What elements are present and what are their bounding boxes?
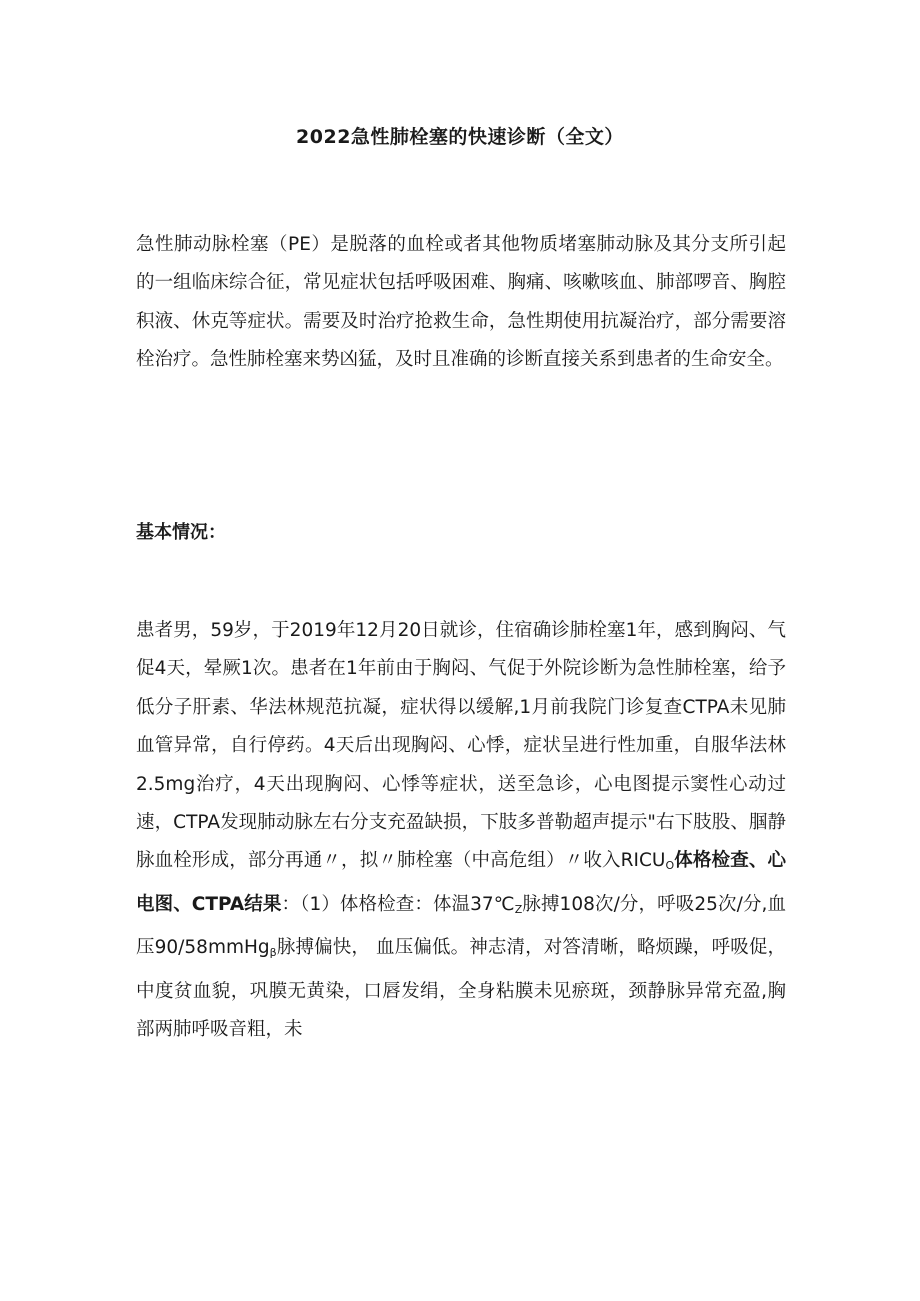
case-text-part4: 脉搏偏快， 血压偏低。神志清，对答清晰，略烦躁，呼吸促，中度贫血貌，巩膜无黄染，口唇发绢，全身粘膜未见瘀斑，颈静脉异常充盈,胸部两肺呼吸音粗，未: [136, 937, 786, 1041]
case-subscript-3: β: [269, 946, 277, 960]
case-text-part1: 患者男，59岁，于2019年12月20日就诊，住宿确诊肺栓塞1年，感到胸闷、气促4天，晕厥1次。患者在1年前由于胸闷、气促于外院诊断为急性肺栓塞，给予低分子肝素、华法林规范抗凝，症状得以缓解,1月前我院门诊复查CTPA未见肺血管异常，自行停药。4天后出现胸闷、心悸，症状呈进行性加重，自服华法林2.5mg治疗，4天出现胸闷、心悸等症状，送至急诊，心电图提示窦性心动过速，CTPA发现肺动脉左右分支充盈缺损，下肢多普勒超声提示"右下肢股、腘静脉血栓形成，部分再通〃，拟〃肺栓塞（中高危组）〃收入RICU: [136, 620, 786, 872]
document-title: 2022急性肺栓塞的快速诊断（全文）: [296, 126, 624, 148]
case-subscript-1: O: [665, 859, 675, 873]
intro-paragraph: 急性肺动脉栓塞（PE）是脱落的血栓或者其他物质堵塞肺动脉及其分支所引起的一组临床综合征，常见症状包括呼吸困难、胸痛、咳嗽咳血、肺部啰音、胸腔积液、休克等症状。需要及时治疗抢救生命，急性期使用抗凝治疗，部分需要溶栓治疗。急性肺栓塞来势凶猛，及时且准确的诊断直接关系到患者的生命安全。: [136, 234, 786, 371]
case-paragraph: [136, 612, 786, 1049]
case-text-part3: 脉搏108次/分，呼吸25次/分,血压90/58mmHg: [136, 893, 787, 959]
case-subscript-2: Z: [514, 902, 523, 916]
section-heading-basic-info: 基本情况：: [136, 522, 226, 543]
case-bold-heading: 体格检查、心电图、CTPA结果: [136, 850, 786, 915]
case-text-part2: ：（1）体格检查：体温37℃: [281, 893, 515, 915]
